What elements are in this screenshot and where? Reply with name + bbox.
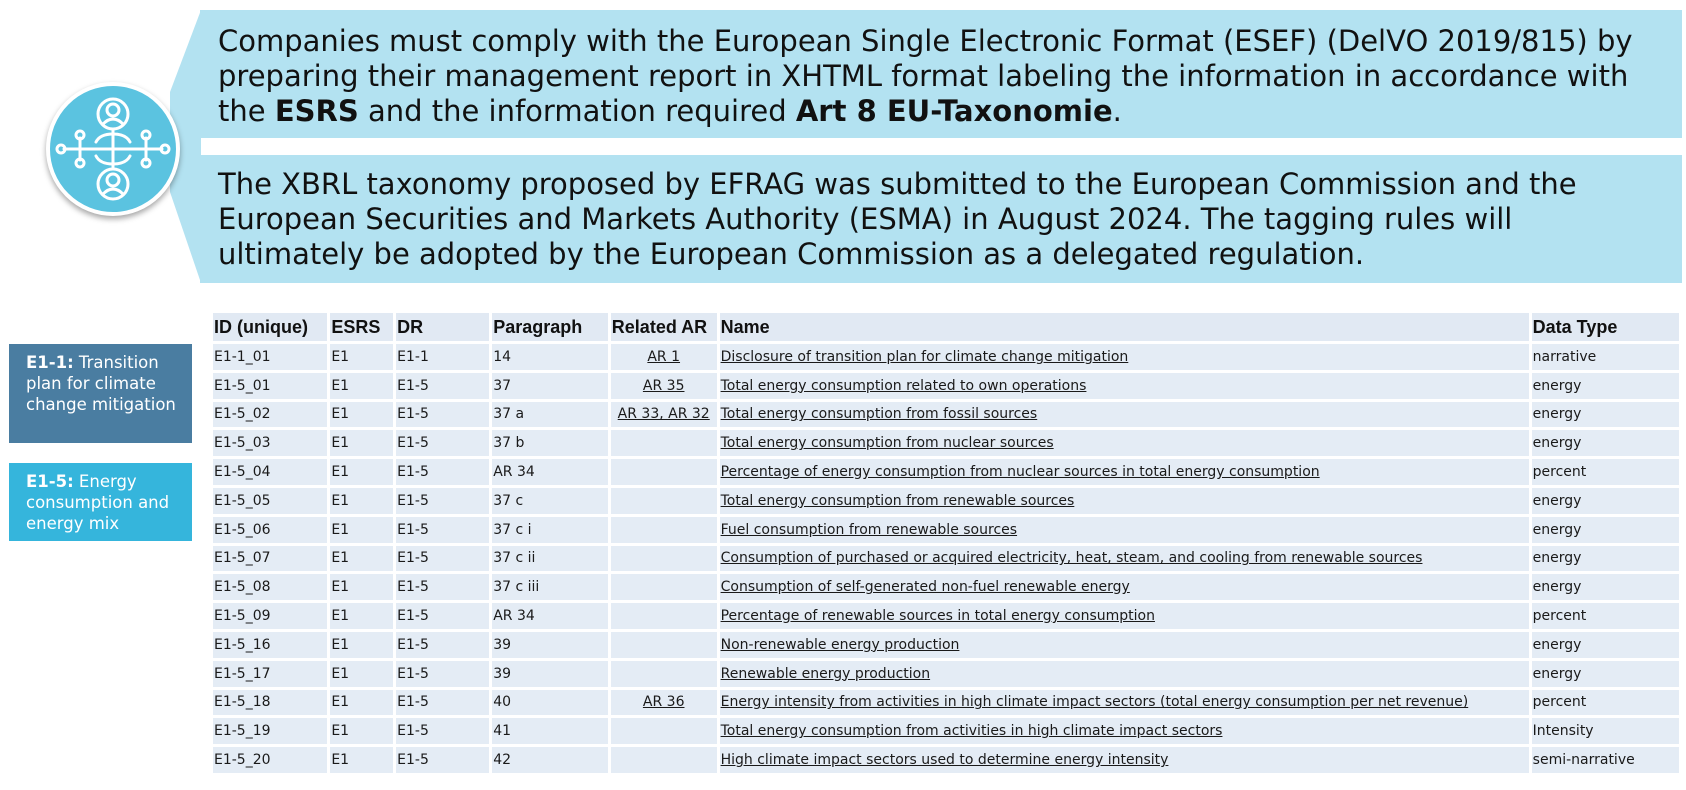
cell-id[interactable]: E1-5_08: [213, 574, 327, 600]
cell-paragraph: 37 c ii: [492, 546, 608, 572]
cell-data-type: energy: [1532, 661, 1679, 687]
cell-data-type: percent: [1532, 690, 1679, 716]
cell-related-ar: [611, 603, 717, 629]
cell-id[interactable]: E1-5_17: [213, 661, 327, 687]
cell-related-ar: [611, 747, 717, 773]
cell-data-type: narrative: [1532, 344, 1679, 370]
cell-related-ar: [611, 661, 717, 687]
cell-paragraph: 37 c i: [492, 517, 608, 543]
table-row: [213, 344, 1679, 370]
cell-related-ar: [611, 459, 717, 485]
cell-data-type: energy: [1532, 546, 1679, 572]
cell-paragraph: AR 34: [492, 603, 608, 629]
cell-paragraph: 39: [492, 661, 608, 687]
cell-paragraph: 41: [492, 718, 608, 744]
header-data-type: Data Type: [1532, 313, 1679, 341]
cell-related-ar: [611, 718, 717, 744]
cell-dr: E1-5: [396, 430, 489, 456]
esef-requirement-banner: [200, 10, 1682, 138]
cell-dr: E1-5: [396, 690, 489, 716]
cell-related-ar: [611, 574, 717, 600]
cell-id[interactable]: E1-5_18: [213, 690, 327, 716]
cell-paragraph: 39: [492, 632, 608, 658]
header-esrs: ESRS: [330, 313, 393, 341]
cell-name[interactable]: Total energy consumption from fossil sources: [720, 402, 1529, 428]
cell-esrs: E1: [330, 344, 393, 370]
header-dr: DR: [396, 313, 489, 341]
cell-name[interactable]: Disclosure of transition plan for climate change mitigation: [720, 344, 1529, 370]
cell-id[interactable]: E1-1_01: [213, 344, 327, 370]
cell-id[interactable]: E1-5_20: [213, 747, 327, 773]
cell-id[interactable]: E1-5_03: [213, 430, 327, 456]
cell-related-ar[interactable]: AR 35: [611, 373, 717, 399]
cell-related-ar: [611, 517, 717, 543]
cell-name[interactable]: Consumption of self-generated non-fuel renewable energy: [720, 574, 1529, 600]
table-row: [213, 402, 1679, 428]
cell-id[interactable]: E1-5_06: [213, 517, 327, 543]
sidebar-item-e1-1[interactable]: [9, 344, 192, 443]
cell-data-type: energy: [1532, 488, 1679, 514]
cell-name[interactable]: Total energy consumption from activities in high climate impact sectors: [720, 718, 1529, 744]
cell-id[interactable]: E1-5_09: [213, 603, 327, 629]
table-row: [213, 459, 1679, 485]
cell-paragraph: 37 b: [492, 430, 608, 456]
cell-dr: E1-5: [396, 546, 489, 572]
cell-dr: E1-1: [396, 344, 489, 370]
table-row: [213, 690, 1679, 716]
table-row: [213, 430, 1679, 456]
cell-id[interactable]: E1-5_05: [213, 488, 327, 514]
cell-dr: E1-5: [396, 603, 489, 629]
cell-esrs: E1: [330, 546, 393, 572]
cell-related-ar: [611, 546, 717, 572]
cell-related-ar[interactable]: AR 33, AR 32: [611, 402, 717, 428]
cell-id[interactable]: E1-5_19: [213, 718, 327, 744]
header-paragraph: Paragraph: [492, 313, 608, 341]
cell-data-type: energy: [1532, 430, 1679, 456]
table-row: [213, 661, 1679, 687]
cell-name[interactable]: Total energy consumption from nuclear sources: [720, 430, 1529, 456]
cell-id[interactable]: E1-5_02: [213, 402, 327, 428]
cell-related-ar[interactable]: AR 36: [611, 690, 717, 716]
cell-data-type: energy: [1532, 632, 1679, 658]
cell-id[interactable]: E1-5_04: [213, 459, 327, 485]
cell-dr: E1-5: [396, 488, 489, 514]
table-row: [213, 488, 1679, 514]
cell-data-type: percent: [1532, 603, 1679, 629]
cell-related-ar[interactable]: AR 1: [611, 344, 717, 370]
cell-esrs: E1: [330, 459, 393, 485]
cell-dr: E1-5: [396, 574, 489, 600]
header-id: ID (unique): [213, 313, 327, 341]
banner1-text-pre: Companies must comply with the European Single Electronic Format (ESEF) (DelVO 2019/815) by preparing their management report in XHTML format labeling the information in accordance with the: [218, 24, 1633, 128]
cell-esrs: E1: [330, 747, 393, 773]
datapoint-table: [210, 310, 1682, 776]
cell-name[interactable]: Energy intensity from activities in high climate impact sectors (total energy consumption per net revenue): [720, 690, 1529, 716]
cell-paragraph: 37 c: [492, 488, 608, 514]
cell-paragraph: AR 34: [492, 459, 608, 485]
cell-data-type: energy: [1532, 373, 1679, 399]
table-header-row: [213, 313, 1679, 341]
cell-esrs: E1: [330, 632, 393, 658]
cell-paragraph: 37: [492, 373, 608, 399]
cell-dr: E1-5: [396, 517, 489, 543]
cell-name[interactable]: Total energy consumption related to own operations: [720, 373, 1529, 399]
header-related-ar: Related AR: [611, 313, 717, 341]
table-row: [213, 632, 1679, 658]
cell-esrs: E1: [330, 690, 393, 716]
cell-esrs: E1: [330, 718, 393, 744]
banner2-text: The XBRL taxonomy proposed by EFRAG was submitted to the European Commission and the European Securities and Markets Authority (ESMA) in August 2024. The tagging rules will ultimately be adopted by the European Commission as a delegated regulation.: [218, 167, 1577, 271]
cell-data-type: percent: [1532, 459, 1679, 485]
cell-id[interactable]: E1-5_07: [213, 546, 327, 572]
cell-id[interactable]: E1-5_01: [213, 373, 327, 399]
sidebar-item-e1-1-code: E1-1:: [26, 353, 74, 372]
cell-related-ar: [611, 430, 717, 456]
header-name: Name: [720, 313, 1529, 341]
table-row: [213, 603, 1679, 629]
cell-paragraph: 40: [492, 690, 608, 716]
cell-data-type: energy: [1532, 517, 1679, 543]
xbrl-taxonomy-banner: [200, 155, 1682, 283]
cell-name[interactable]: Non-renewable energy production: [720, 632, 1529, 658]
cell-data-type: energy: [1532, 574, 1679, 600]
table-row: [213, 718, 1679, 744]
people-network-icon-svg: [50, 86, 176, 212]
cell-name[interactable]: Percentage of energy consumption from nuclear sources in total energy consumption: [720, 459, 1529, 485]
table-row: [213, 747, 1679, 773]
banner1-esrs: ESRS: [274, 94, 359, 128]
cell-esrs: E1: [330, 430, 393, 456]
cell-data-type: Intensity: [1532, 718, 1679, 744]
cell-dr: E1-5: [396, 632, 489, 658]
banner1-text-end: .: [1112, 94, 1122, 128]
cell-paragraph: 42: [492, 747, 608, 773]
cell-name[interactable]: Total energy consumption from renewable sources: [720, 488, 1529, 514]
sidebar-item-e1-5-code: E1-5:: [26, 472, 74, 491]
cell-esrs: E1: [330, 661, 393, 687]
table-row: [213, 517, 1679, 543]
sidebar-item-e1-5-label: Energy consumption and energy mix: [26, 472, 170, 533]
cell-paragraph: 37 a: [492, 402, 608, 428]
cell-dr: E1-5: [396, 747, 489, 773]
cell-related-ar: [611, 488, 717, 514]
cell-name[interactable]: Fuel consumption from renewable sources: [720, 517, 1529, 543]
cell-esrs: E1: [330, 517, 393, 543]
cell-name[interactable]: Percentage of renewable sources in total energy consumption: [720, 603, 1529, 629]
cell-paragraph: 37 c iii: [492, 574, 608, 600]
cell-dr: E1-5: [396, 459, 489, 485]
cell-esrs: E1: [330, 402, 393, 428]
sidebar-item-e1-1-label: Transition plan for climate change mitigation: [26, 353, 176, 414]
cell-related-ar: [611, 632, 717, 658]
cell-data-type: energy: [1532, 402, 1679, 428]
cell-esrs: E1: [330, 574, 393, 600]
cell-paragraph: 14: [492, 344, 608, 370]
cell-esrs: E1: [330, 373, 393, 399]
cell-dr: E1-5: [396, 661, 489, 687]
banner1-taxonomy: Art 8 EU-Taxonomie: [795, 94, 1113, 128]
table-row: [213, 546, 1679, 572]
cell-dr: E1-5: [396, 402, 489, 428]
cell-dr: E1-5: [396, 373, 489, 399]
banner1-text-mid: and the information required: [358, 94, 796, 128]
cell-name[interactable]: Consumption of purchased or acquired electricity, heat, steam, and cooling from renewable sources: [720, 546, 1529, 572]
cell-esrs: E1: [330, 488, 393, 514]
cell-data-type: semi-narrative: [1532, 747, 1679, 773]
table-row: [213, 373, 1679, 399]
cell-name[interactable]: Renewable energy production: [720, 661, 1529, 687]
cell-id[interactable]: E1-5_16: [213, 632, 327, 658]
cell-dr: E1-5: [396, 718, 489, 744]
cell-esrs: E1: [330, 603, 393, 629]
table-row: [213, 574, 1679, 600]
cell-name[interactable]: High climate impact sectors used to determine energy intensity: [720, 747, 1529, 773]
sidebar-item-e1-5[interactable]: [9, 463, 192, 541]
people-network-icon: [46, 82, 180, 216]
